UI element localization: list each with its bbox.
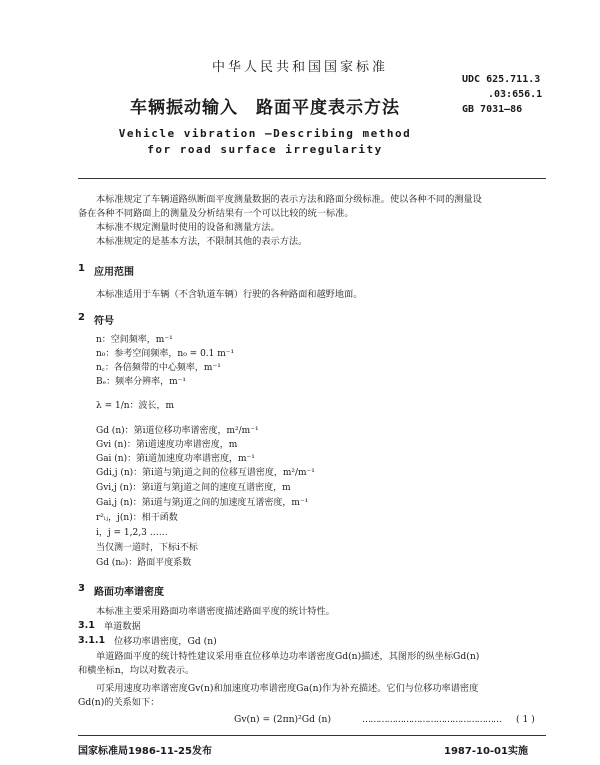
- udc-line-1: UDC 625.711.3: [462, 74, 541, 85]
- udc-line-2: .03:656.1: [488, 89, 543, 100]
- subsection-3-1-heading: 单道数据: [104, 621, 141, 632]
- symbol-item: n：空间频率，m⁻¹: [96, 335, 173, 345]
- section-3-paragraph-1a: 单道路面平度的统计特性建议采用垂直位移单边功率谱密度Gd(n)描述，其图形的纵坐标Gd(n): [96, 651, 480, 662]
- equation-1-leader: ……………………………………………: [362, 714, 502, 725]
- section-1-heading: 应用范围: [94, 267, 134, 278]
- section-1-number: 1: [78, 263, 85, 274]
- section-3-text: 本标准主要采用路面功率谱密度描述路面平度的统计特性。: [96, 606, 335, 617]
- section-2-number: 2: [78, 312, 85, 323]
- symbol-item: Gai (n)：第i道加速度功率谱密度，m⁻¹: [96, 454, 255, 464]
- symbol-item: Gd (n)：第i道位移功率谱密度，m²/m⁻¹: [96, 426, 259, 436]
- title-chinese: 车辆振动输入 路面平度表示方法: [130, 98, 400, 118]
- symbol-item: Gvi,j (n)：第i道与第j道之间的速度互谱密度，m: [96, 483, 291, 493]
- intro-paragraph-1b: 备在各种不同路面上的测量及分析结果有一个可以比较的统一标准。: [78, 208, 354, 219]
- symbol-item: Bₑ：频率分辨率，m⁻¹: [96, 377, 186, 387]
- issue-date: 国家标准局1986-11-25发布: [78, 746, 212, 757]
- symbol-item: λ = 1/n：波长，m: [96, 401, 175, 411]
- symbol-item: n꜀：各倍频带的中心频率，m⁻¹: [96, 363, 221, 373]
- symbol-item: Gd (n₀)：路面平度系数: [96, 558, 192, 568]
- section-3-paragraph-1b: 和横坐标n，均以对数表示。: [78, 665, 195, 676]
- symbol-item: n₀：参考空间频率，n₀ = 0.1 m⁻¹: [96, 349, 235, 359]
- symbol-item: Gai,j (n)：第i道与第j道之间的加速度互谱密度，m⁻¹: [96, 498, 309, 508]
- equation-1: Gv(n) = (2πn)²Gd (n): [234, 714, 332, 725]
- subsection-3-1-1-number: 3.1.1: [78, 635, 106, 646]
- symbol-item: Gvi (n)：第i道速度功率谱密度，m: [96, 440, 238, 450]
- intro-paragraph-2: 本标准不规定测量时使用的设备和测量方法。: [96, 222, 280, 233]
- section-3-heading: 路面功率谱密度: [94, 587, 164, 598]
- symbol-item: 当仅测一道时，下标i不标: [96, 543, 198, 553]
- symbol-item: Gdi,j (n)：第i道与第j道之间的位移互谱密度，m²/m⁻¹: [96, 468, 315, 478]
- effective-date: 1987-10-01实施: [444, 746, 528, 757]
- subsection-3-1-number: 3.1: [78, 620, 95, 631]
- header-rule: [78, 178, 546, 179]
- symbol-item: i，j = 1,2,3 ……: [96, 528, 168, 538]
- title-english-line-1: Vehicle vibration —Describing method: [118, 127, 412, 140]
- section-3-paragraph-2b: Gd(n)的关系如下：: [78, 697, 160, 708]
- intro-paragraph-3: 本标准规定的是基本方法，不限制其他的表示方法。: [96, 236, 308, 247]
- section-3-paragraph-2a: 可采用速度功率谱密度Gv(n)和加速度功率谱密度Ga(n)作为补充描述。它们与位移功率谱密度: [96, 683, 479, 694]
- intro-paragraph-1a: 本标准规定了车辆道路纵断面平度测量数据的表示方法和路面分级标准。使以各种不同的测量设: [96, 194, 482, 205]
- section-3-number: 3: [78, 583, 85, 594]
- symbol-item: r²ᵢⱼ，j(n)：相干函数: [96, 513, 178, 523]
- issuing-organization: 中华人民共和国国家标准: [211, 60, 388, 75]
- section-1-text: 本标准适用于车辆（不含轨道车辆）行驶的各种路面和越野地面。: [96, 289, 363, 300]
- title-english-line-2: for road surface irregularity: [147, 143, 383, 156]
- subsection-3-1-1-heading: 位移功率谱密度，Gd (n): [114, 636, 217, 647]
- section-2-heading: 符号: [94, 316, 114, 327]
- footer-rule: [78, 735, 546, 736]
- equation-1-number: ( 1 ): [516, 714, 535, 725]
- gb-number: GB 7031—86: [462, 104, 523, 115]
